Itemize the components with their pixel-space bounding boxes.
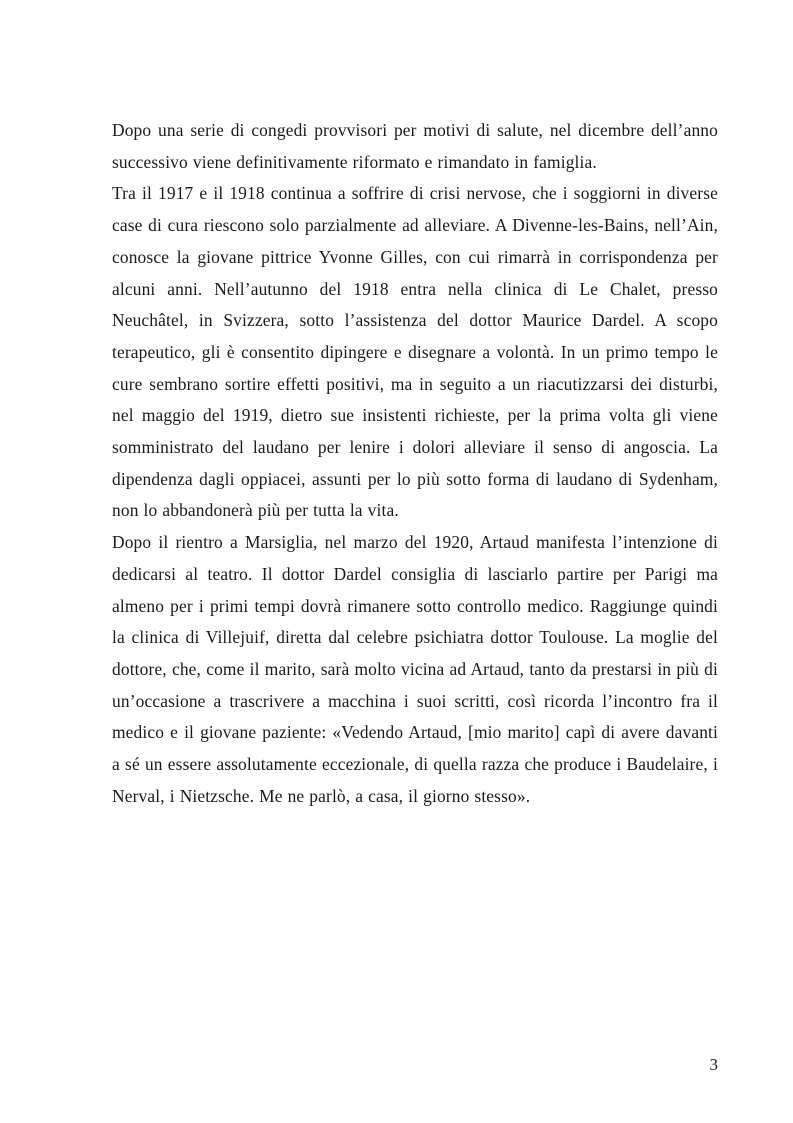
page-number: 3: [709, 1055, 718, 1074]
body-text: [112, 115, 718, 812]
paragraph-2: Tra il 1917 e il 1918 continua a soffrire di crisi nervose, che i soggiorni in diverse case di cura riescono solo parzialmente ad alleviare. A Divenne-les-Bains, nell’Ain, conosce la giovane pittrice Yvonne Gilles, con cui rimarrà in corrispondenza per alcuni anni. Nell’autunno del 1918 entra nella clinica di Le Chalet, presso Neuchâtel, in Svizzera, sotto l’assistenza del dottor Maurice Dardel. A scopo terapeutico, gli è consentito dipingere e disegnare a volontà. In un primo tempo le cure sembrano sortire effetti positivi, ma in seguito a un riacutizzarsi dei disturbi, nel maggio del 1919, dietro sue insistenti richieste, per la prima volta gli viene somministrato del laudano per lenire i dolori alleviare il senso di angoscia. La dipendenza dagli oppiacei, assunti per lo più sotto forma di laudano di Sydenham, non lo abbandonerà più per tutta la vita.: [112, 183, 718, 521]
paragraph-3: Dopo il rientro a Marsiglia, nel marzo del 1920, Artaud manifesta l’intenzione di dedicarsi al teatro. Il dottor Dardel consiglia di lasciarlo partire per Parigi ma almeno per i primi tempi dovrà rimanere sotto controllo medico. Raggiunge quindi la clinica di Villejuif, diretta dal celebre psichiatra dottor Toulouse. La moglie del dottore, che, come il marito, sarà molto vicina ad Artaud, tanto da prestarsi in più di un’occasione a trascrivere a macchina i suoi scritti, così ricorda l’incontro fra il medico e il giovane paziente: «Vedendo Artaud, [mio marito] capì di avere davanti a sé un essere assolutamente eccezionale, di quella razza che produce i Baudelaire, i Nerval, i Nietzsche. Me ne parlò, a casa, il giorno stesso».: [112, 532, 718, 806]
paragraph-1: Dopo una serie di congedi provvisori per motivi di salute, nel dicembre dell’anno successivo viene definitivamente riformato e rimandato in famiglia.: [112, 120, 718, 172]
